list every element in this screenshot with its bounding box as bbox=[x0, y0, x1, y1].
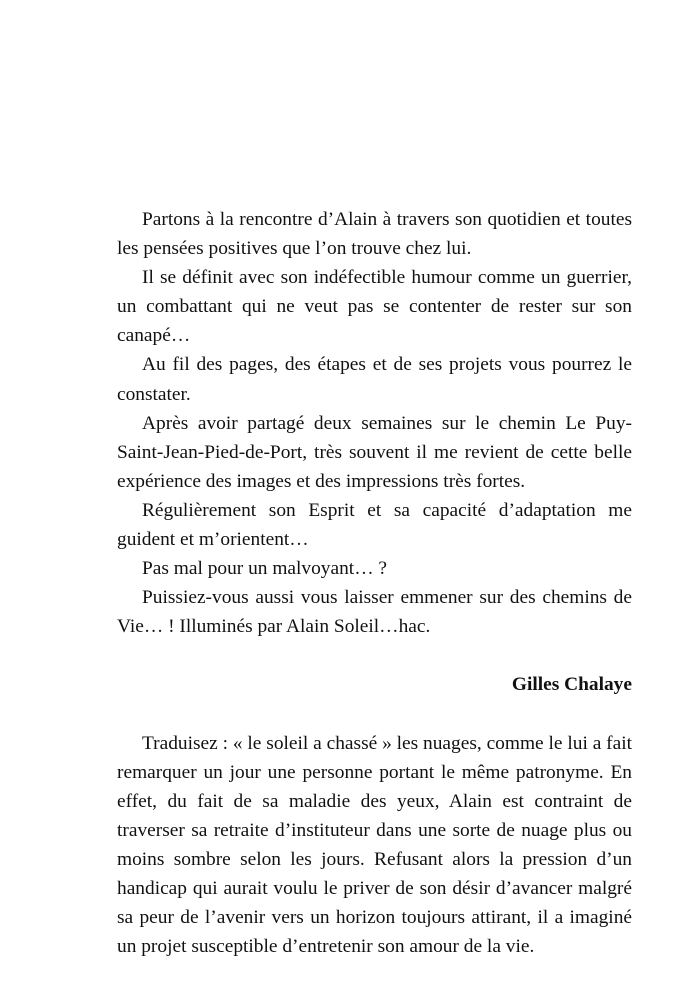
paragraph-traduisez: Traduisez : « le soleil a chassé » les nuages, comme le lui a fait remarquer un jour une personne portant le même patronyme. En effet, du fait de sa maladie des yeux, Alain est contraint de traverser sa retraite d’instituteur dans une sorte de nuage plus ou moins sombre selon les jours. Refusant alors la pression d’un handicap qui aurait voulu le priver de son désir d’avancer malgré sa peur de l’avenir vers un horizon toujours attirant, il a imaginé un projet susceptible d’entretenir son amour de la vie. bbox=[117, 732, 632, 958]
paragraph-intro-5: Régulièrement son Esprit et sa capacité d’adaptation me guident et m’orientent… bbox=[117, 499, 632, 551]
paragraph-intro-4: Après avoir partagé deux semaines sur le chemin Le Puy-Saint-Jean-Pied-de-Port, très souvent il me revient de cette belle expérience des images et des impressions très fortes. bbox=[117, 412, 632, 492]
author-signature: Gilles Chalaye bbox=[511, 674, 632, 696]
paragraph-intro-6: Pas mal pour un malvoyant… ? bbox=[142, 558, 388, 580]
paragraph-intro-7: Puissiez-vous aussi vous laisser emmener sur des chemins de Vie… ! Illuminés par Alain Soleil…hac. bbox=[117, 587, 632, 638]
paragraph-intro-1: Partons à la rencontre d’Alain à travers son quotidien et toutes les pensées positives que l’on trouve chez lui. bbox=[117, 209, 632, 260]
paragraph-intro-3: Au fil des pages, des étapes et de ses projets vous pourrez le constater. bbox=[117, 354, 632, 405]
second-section bbox=[117, 729, 632, 962]
text-block bbox=[117, 205, 632, 961]
paragraph-intro-2: Il se définit avec son indéfectible humour comme un guerrier, un combattant qui ne veut pas se contenter de rester sur son canapé… bbox=[117, 267, 632, 347]
